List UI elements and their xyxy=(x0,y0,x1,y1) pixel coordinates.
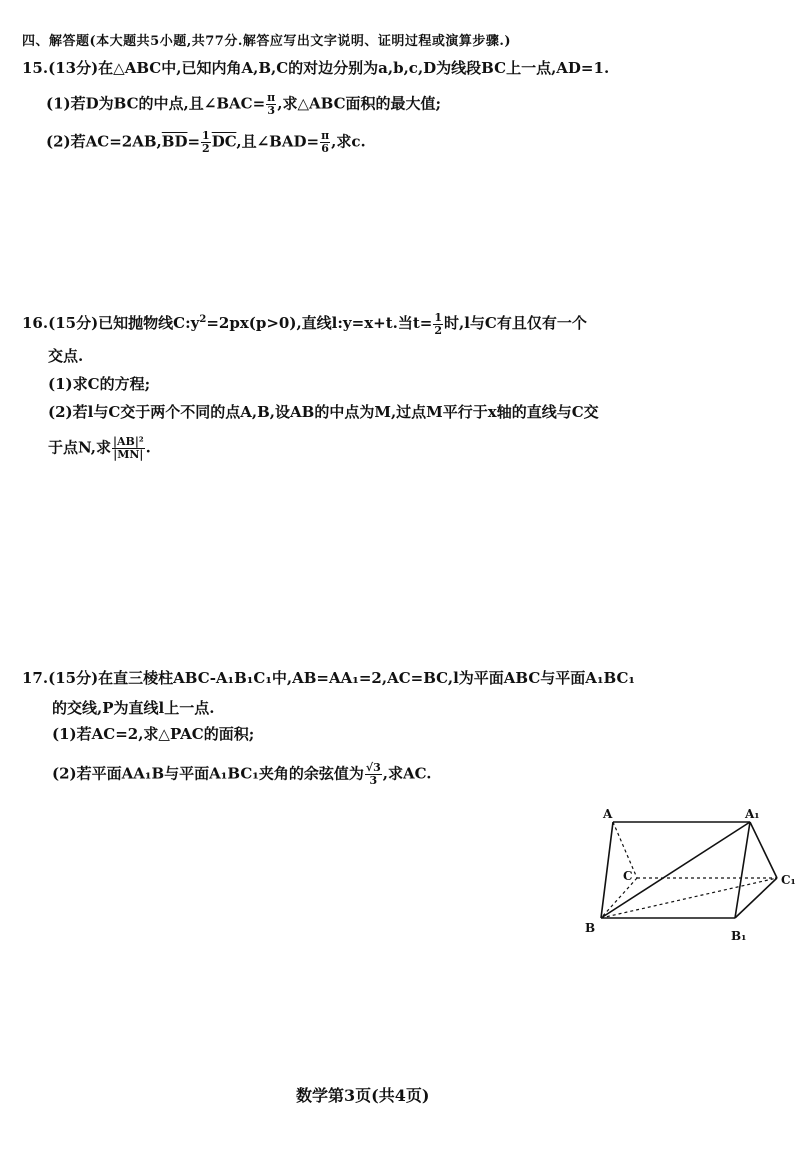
q15-part1-frac-den: 3 xyxy=(267,104,276,117)
q17-part1: (1)若AC=2,求△PAC的面积; xyxy=(52,725,255,743)
q15-head: 15.(13分)在△ABC中,已知内角A,B,C的对边分别为a,b,c,D为线段BC上一点,AD=1. xyxy=(22,59,610,77)
q16-head-frac-num: 1 xyxy=(434,310,443,324)
page-footer: 数学第3页(共4页) xyxy=(296,1086,430,1105)
label-b1: B₁ xyxy=(731,929,747,943)
label-c1: C₁ xyxy=(781,873,796,887)
edge-a1-b1 xyxy=(735,822,750,918)
q16-head-sup: 2 xyxy=(199,314,207,325)
q17-part2-frac xyxy=(365,762,382,787)
label-b: B xyxy=(585,921,596,935)
q17-part2-frac-den: 3 xyxy=(369,774,378,787)
q16-head-text-b: =2px(p>0),直线l:y=x+t.当t= xyxy=(206,314,433,332)
q16-part2-cont xyxy=(48,436,151,461)
q17-part2-frac-num: √3 xyxy=(365,761,381,774)
label-a1: A₁ xyxy=(745,807,760,821)
q16-head-text-a: 16.(15分)已知抛物线C:y xyxy=(22,314,200,332)
q15-part1-text-a: (1)若D为BC的中点,且∠BAC= xyxy=(46,94,266,113)
q15-part2-vec-bd: $\overline{BD}$ xyxy=(161,132,188,151)
q16-head-frac xyxy=(433,312,443,337)
section-header: 四、解答题(本大题共5小题,共77分.解答应写出文字说明、证明过程或演算步骤.) xyxy=(22,34,512,49)
q15-part2 xyxy=(46,130,366,155)
q16-part2-frac-den: |MN| xyxy=(113,448,144,461)
q16-part2-frac-num: |AB|² xyxy=(112,435,144,448)
edge-b-c1-hidden xyxy=(601,878,777,918)
q15-part2-text-c: ,求c. xyxy=(331,132,366,151)
q15-part2-frac2 xyxy=(320,130,330,155)
label-c: C xyxy=(623,869,633,883)
q17-part2-text-b: ,求AC. xyxy=(382,764,432,783)
q16-part2-cont-b: . xyxy=(145,438,151,457)
label-a: A xyxy=(603,807,613,821)
q16-part2-frac xyxy=(112,436,145,461)
q16-head-text-c: 时,l与C有且仅有一个 xyxy=(444,314,587,332)
q15-part2-frac xyxy=(201,130,211,155)
q17-part2 xyxy=(52,762,432,787)
q16-head-frac-den: 2 xyxy=(434,323,443,337)
q17-head: 17.(15分)在直三棱柱ABC-A₁B₁C₁中,AB=AA₁=2,AC=BC,l为平面ABC与平面A₁BC₁ xyxy=(22,669,635,687)
q15-part1-frac xyxy=(266,92,276,117)
q15-part2-vec-dc: $\overline{DC}$ xyxy=(211,132,237,151)
q16-part1: (1)求C的方程; xyxy=(48,375,151,393)
q15-part2-frac-num: 1 xyxy=(202,129,210,142)
q15-part2-frac2-den: 6 xyxy=(321,142,329,155)
q15-part1-frac-num: π xyxy=(267,91,276,104)
q16-head-cont: 交点. xyxy=(48,347,84,365)
q15-part1 xyxy=(46,92,441,117)
q15-part1-text-b: ,求△ABC面积的最大值; xyxy=(277,94,442,113)
q15-part2-frac2-num: π xyxy=(321,129,330,142)
q15-part2-text-a: (2)若AC=2AB, xyxy=(46,132,162,151)
q16-part2-cont-a: 于点N,求 xyxy=(48,438,111,457)
edge-c1-b1 xyxy=(735,878,777,918)
q17-part2-text-a: (2)若平面AA₁B与平面A₁BC₁夹角的余弦值为 xyxy=(52,764,364,783)
edge-a1-c1 xyxy=(750,822,777,878)
edge-b-a xyxy=(601,822,613,918)
prism-figure xyxy=(575,800,800,960)
q17-head-cont: 的交线,P为直线l上一点. xyxy=(52,699,215,717)
q16-part2: (2)若l与C交于两个不同的点A,B,设AB的中点为M,过点M平行于x轴的直线与C交 xyxy=(48,403,599,421)
q15-part2-text-b: ,且∠BAD= xyxy=(236,132,320,151)
q16-head xyxy=(22,310,587,337)
q15-part2-frac-den: 2 xyxy=(202,142,210,155)
q15-part2-eq: = xyxy=(187,132,201,151)
